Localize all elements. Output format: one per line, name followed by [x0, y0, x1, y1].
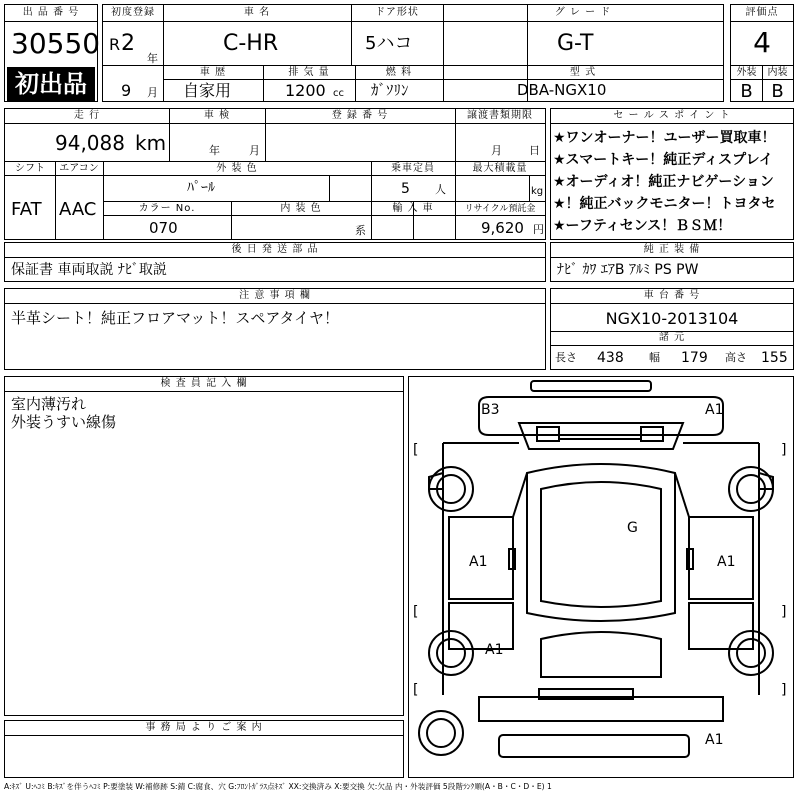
- sales-point-line: ★！純正バックモニター！トヨタセ: [553, 196, 776, 212]
- displacement-label: 排 気 量: [288, 67, 330, 78]
- damage-mark: B3: [481, 402, 500, 418]
- reg-year: 2: [121, 31, 135, 56]
- recycle-label: リサイクル預託金: [464, 204, 536, 214]
- interior-grade: B: [771, 81, 784, 102]
- later-parts-text: 保証書 車両取説 ﾅﾋﾞ取説: [11, 262, 167, 278]
- exterior-grade: B: [740, 81, 753, 102]
- era: R: [109, 35, 121, 54]
- height-label: 高さ: [725, 351, 747, 364]
- bracket-mark: ]: [781, 604, 787, 620]
- recycle-amount: 9,620: [481, 219, 524, 237]
- shift: FAT: [11, 199, 42, 220]
- bracket-mark: [: [413, 604, 419, 620]
- equipment-box: [550, 242, 794, 282]
- sales-point-line: ★ーフティセンス！ＢＳＭ！: [553, 218, 732, 234]
- load-unit: kg: [531, 186, 544, 197]
- car-outline-diagram: [409, 377, 793, 777]
- ext-color: ﾊﾟｰﾙ: [187, 180, 215, 196]
- chassis-number: NGX10-2013104: [605, 309, 739, 328]
- ext-color-label: 外 装 色: [216, 163, 258, 174]
- reg-month: 9: [121, 81, 132, 100]
- lot-number-box: [4, 4, 101, 102]
- fuel: ｶﾞｿﾘﾝ: [371, 81, 409, 99]
- bracket-mark: ]: [781, 682, 787, 698]
- import-label: 輸 入 車: [392, 203, 434, 214]
- bracket-mark: [: [413, 442, 419, 458]
- color-no-label: カラー No.: [138, 203, 196, 214]
- damage-mark: G: [627, 520, 638, 536]
- equipment-label: 純 正 装 備: [643, 244, 701, 255]
- int-color-unit: 系: [355, 224, 366, 237]
- chassis-box: [550, 288, 794, 370]
- equipment-text: ﾅﾋﾞ ｶﾜ ｴｱB ｱﾙﾐ PS PW: [557, 262, 699, 278]
- bracket-mark: ]: [781, 442, 787, 458]
- score-label: 評価点: [745, 7, 779, 18]
- damage-diagram: [408, 376, 794, 778]
- capacity: 5: [401, 181, 410, 197]
- notes-text: 半革シート！純正フロアマット！スペアタイヤ！: [11, 309, 340, 327]
- mileage-box: [4, 108, 546, 240]
- sales-points-label: セ ー ル ス ポ イ ン ト: [613, 110, 731, 121]
- transfer-day-unit: 日: [529, 144, 540, 157]
- displacement: 1200: [285, 81, 326, 100]
- later-parts-label: 後 日 発 送 部 品: [231, 244, 319, 255]
- inspector-line: 外装うすい線傷: [11, 413, 117, 431]
- office-box: [4, 720, 404, 778]
- capacity-unit: 人: [435, 183, 446, 196]
- lot-number-label: 出 品 番 号: [22, 7, 80, 18]
- bracket-mark: [: [413, 682, 419, 698]
- recycle-unit: 円: [533, 223, 544, 236]
- mileage-unit: km: [135, 131, 167, 155]
- sales-points-box: [550, 108, 794, 240]
- displacement-unit: cc: [333, 88, 344, 99]
- office-label: 事 務 局 よ り ご 案 内: [145, 722, 263, 733]
- color-no: 070: [149, 219, 178, 237]
- score: 4: [753, 26, 771, 59]
- width: 179: [681, 350, 708, 366]
- inspection-year-unit: 年: [209, 144, 220, 157]
- inspection-month-unit: 月: [249, 144, 260, 157]
- later-parts-box: [4, 242, 546, 282]
- transfer-label: 譲渡書類期限: [467, 110, 533, 121]
- car-name: C-HR: [223, 31, 279, 56]
- notes-box: [4, 288, 546, 370]
- chassis-label: 車 台 番 号: [643, 290, 701, 301]
- grade: G-T: [557, 31, 594, 56]
- inspector-line: 室内薄汚れ: [11, 395, 87, 413]
- exterior-label: 外装: [736, 67, 757, 78]
- legend: A:ｷｽﾞ U:ﾍｺﾐ B:ｷｽﾞを伴うﾍｺﾐ P:要塗装 W:補修跡 S:錆 C:腐食、穴 G:ﾌﾛﾝﾄｶﾞﾗｽ点ｷｽﾞ XX:交換済み X:要交換 欠:欠品 内・外装評価 5段階ﾗﾝｸ順(A・B・C・D・E) 1: [4, 782, 552, 791]
- int-color-label: 内 装 色: [280, 203, 322, 214]
- length: 438: [597, 350, 624, 366]
- mileage: 94,088: [55, 131, 125, 155]
- length-label: 長さ: [555, 351, 577, 364]
- dims-label: 諸 元: [658, 332, 686, 343]
- inspection-label: 車 検: [203, 110, 231, 121]
- ac: AAC: [59, 199, 97, 220]
- sales-point-line: ★スマートキー！純正ディスプレイ: [553, 152, 773, 168]
- inspector-box: [4, 376, 404, 716]
- fuel-label: 燃 料: [385, 67, 413, 78]
- car-name-label: 車 名: [243, 7, 271, 18]
- door-type: 5ハコ: [365, 33, 413, 54]
- door-label: ドア形状: [375, 7, 419, 18]
- height: 155: [761, 350, 788, 366]
- lot-number: 30550: [11, 27, 101, 60]
- first-listing-badge: 初出品: [7, 67, 95, 101]
- month-unit: 月: [147, 86, 158, 99]
- vehicle-info-box: [102, 4, 724, 102]
- mileage-label: 走 行: [73, 110, 101, 121]
- score-box: [730, 4, 794, 102]
- damage-mark: A1: [469, 554, 488, 570]
- notes-label: 注 意 事 項 欄: [239, 290, 311, 301]
- damage-mark: A1: [705, 402, 724, 418]
- sales-point-line: ★オーディオ！純正ナビゲーション: [553, 174, 774, 190]
- damage-mark: A1: [717, 554, 736, 570]
- history: 自家用: [183, 81, 232, 100]
- ac-label: エアコン: [59, 163, 99, 174]
- first-reg-label: 初度登録: [111, 7, 155, 18]
- load-label: 最大積載量: [472, 163, 528, 174]
- shift-label: シフト: [15, 163, 45, 174]
- reg-number-label: 登 録 番 号: [331, 110, 389, 121]
- inspector-label: 検 査 員 記 入 欄: [160, 378, 248, 389]
- damage-mark: A1: [485, 642, 504, 658]
- width-label: 幅: [649, 351, 660, 364]
- model: DBA-NGX10: [517, 81, 607, 99]
- grade-label: グ レ ー ド: [554, 7, 612, 18]
- year-unit: 年: [147, 52, 158, 65]
- interior-label: 内装: [767, 67, 788, 78]
- sales-point-line: ★ワンオーナー！ユーザー買取車！: [553, 130, 776, 146]
- model-label: 型 式: [569, 67, 597, 78]
- damage-mark: A1: [705, 732, 724, 748]
- capacity-label: 乗車定員: [391, 163, 435, 174]
- history-label: 車 歴: [199, 67, 227, 78]
- transfer-month-unit: 月: [491, 144, 502, 157]
